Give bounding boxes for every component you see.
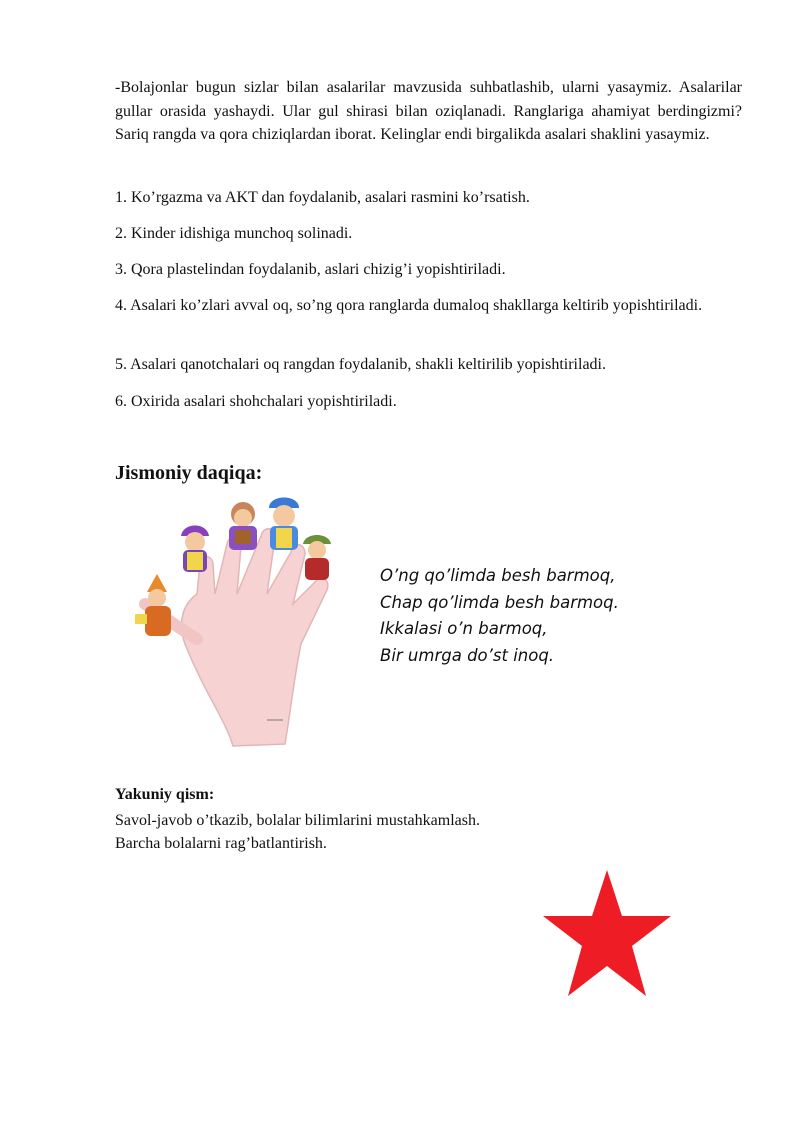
- red-star-icon: [541, 868, 673, 1000]
- final-line-2: Barcha bolalarni rag’batlantirish.: [115, 835, 327, 852]
- intro-paragraph: -Bolajonlar bugun sizlar bilan asalarilar mavzusida suhbatlashib, ularni yasaymiz. Asalarilar gullar orasida yashaydi. Ular gul shirasi bilan oziqlanadi. Ranglariga ahamiyat berdingizmi? Sariq rangda va qora chiziqlardan iborat. Kelinglar endi birgalikda asalari shaklini yasaymiz.: [115, 79, 742, 143]
- step-1: 1. Ko’rgazma va AKT dan foydalanib, asalari rasmini ko’rsatish.: [115, 189, 530, 206]
- section-heading: Jismoniy daqiqa:: [115, 462, 263, 484]
- poem-line: Chap qo’limda besh barmoq.: [380, 592, 619, 612]
- hand-finger-puppets-illustration: [115, 494, 360, 749]
- final-line-1: Savol-javob o’tkazib, bolalar bilimlarini mustahkamlash.: [115, 812, 480, 829]
- final-section-title: Yakuniy qism:: [115, 786, 215, 803]
- puppet-3: [269, 498, 299, 551]
- poem-line: Bir umrga do’st inoq.: [380, 645, 555, 665]
- step-6: 6. Oxirida asalari shohchalari yopishtiriladi.: [115, 393, 397, 410]
- step-2: 2. Kinder idishiga munchoq solinadi.: [115, 225, 353, 242]
- puppet-4: [303, 535, 331, 580]
- poem: [380, 563, 619, 669]
- step-4: 4. Asalari ko’zlari avval oq, so’ng qora ranglarda dumaloq shakllarga keltirib yopishtiriladi.: [115, 297, 703, 314]
- step-5: 5. Asalari qanotchalari oq rangdan foydalanib, shakli keltirilib yopishtiriladi.: [115, 356, 606, 373]
- poem-line: Ikkalasi o’n barmoq,: [380, 619, 548, 638]
- step-3: 3. Qora plastelindan foydalanib, aslari chizig’i yopishtiriladi.: [115, 261, 506, 278]
- poem-line: O’ng qo’limda besh barmoq,: [380, 566, 616, 585]
- puppet-2: [229, 502, 257, 550]
- puppet-1: [181, 526, 209, 573]
